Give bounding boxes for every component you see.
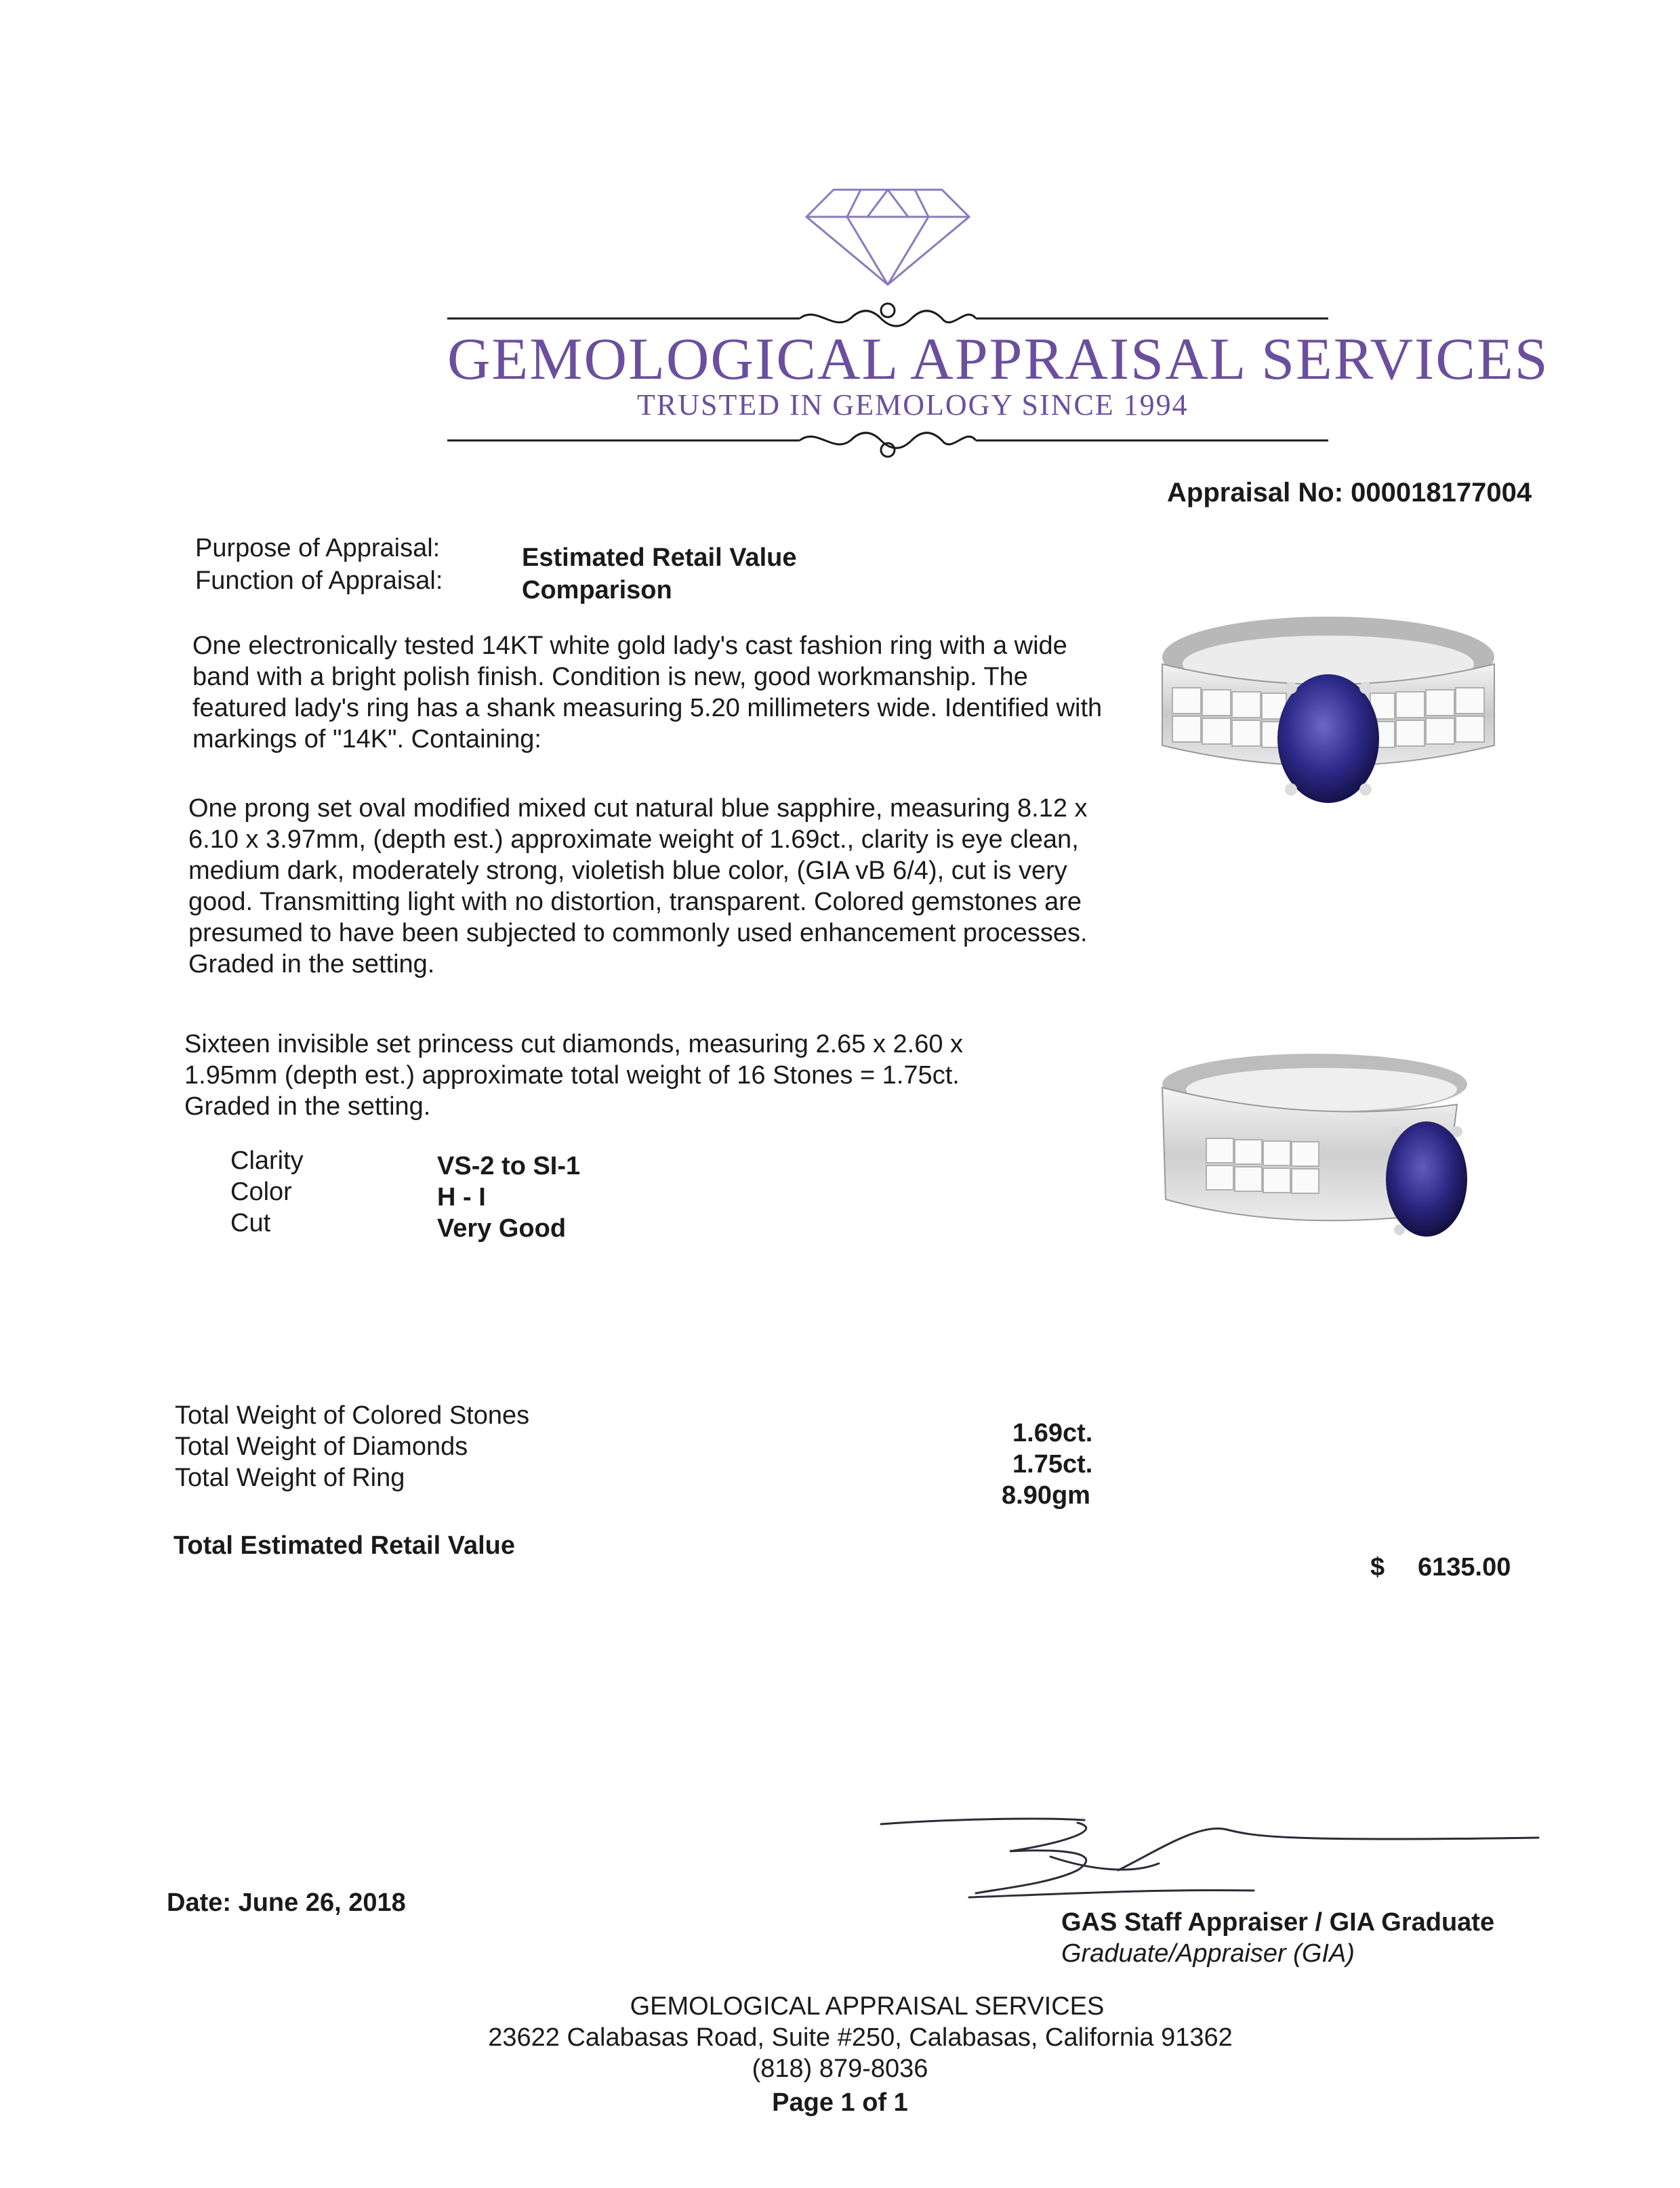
retail-amount: 6135.00 [1418, 1553, 1511, 1582]
ring-photo-front [1152, 610, 1504, 867]
total-colored-stones-label: Total Weight of Colored Stones [175, 1401, 530, 1430]
purpose-value: Estimated Retail Value [522, 543, 797, 572]
footer [0, 1991, 1680, 2118]
logo-bottom-divider [447, 420, 1328, 461]
total-ring-weight-value: 8.90gm [1002, 1481, 1090, 1510]
retail-currency: $ [1370, 1553, 1385, 1582]
appraisal-number: Appraisal No: 000018177004 [1167, 478, 1532, 508]
appraisal-date: Date: June 26, 2018 [167, 1888, 406, 1917]
ring-description: One electronically tested 14KT white gold lady's cast fashion ring with a wide band with a bright polish finish. Condition is new, good workmanship. The featured lady's ring has a shank measuring 5.20 millimeters wide. Identified with markings of "14K". Containing: [192, 632, 1103, 754]
footer-address: 23622 Calabasas Road, Suite #250, Calabasas, California 91362 [488, 2023, 1233, 2052]
footer-company: GEMOLOGICAL APPRAISAL SERVICES [630, 1992, 1105, 2021]
total-ring-weight-label: Total Weight of Ring [175, 1464, 405, 1492]
company-tagline: TRUSTED IN GEMOLOGY SINCE 1994 [637, 388, 1189, 421]
ring-photo-side [1152, 1044, 1504, 1301]
footer-page-number: Page 1 of 1 [772, 2088, 908, 2117]
grading-label-cut: Cut [230, 1209, 271, 1237]
company-logo-title: GEMOLOGICAL APPRAISAL SERVICES [447, 327, 1549, 392]
total-diamonds-label: Total Weight of Diamonds [175, 1432, 468, 1461]
grading-value-clarity: VS-2 to SI-1 [437, 1152, 581, 1180]
purpose-label: Purpose of Appraisal: [195, 534, 441, 562]
sapphire-description: One prong set oval modified mixed cut natural blue sapphire, measuring 8.12 x 6.10 x 3.97mm, (depth est.) approximate weight of 1.69ct., clarity is eye clean, medium dark, moderately strong, violetish blue color, (GIA vB 6/4), cut is very good. Transmitting light with no distortion, transparent. Colored gemstones are presumed to have been subjected to commonly used enhancement processes. Graded in the setting. [188, 794, 1088, 978]
diamonds-description: Sixteen invisible set princess cut diamonds, measuring 2.65 x 2.60 x 1.95mm (depth est.) approximate total weight of 16 Stones = 1.75ct. Graded in the setting. [184, 1030, 964, 1121]
total-retail-label: Total Estimated Retail Value [173, 1531, 516, 1560]
grading-label-clarity: Clarity [230, 1147, 304, 1175]
function-label: Function of Appraisal: [195, 566, 443, 595]
function-value: Comparison [522, 576, 672, 604]
signature-title: GAS Staff Appraiser / GIA Graduate [1061, 1908, 1495, 1937]
grading-value-cut: Very Good [437, 1214, 567, 1243]
signature-subtitle: Graduate/Appraiser (GIA) [1061, 1939, 1355, 1968]
total-colored-stones-value: 1.69ct. [1012, 1419, 1093, 1447]
grading-label-color: Color [230, 1178, 292, 1206]
signature-image [874, 1809, 1545, 1918]
total-diamonds-value: 1.75ct. [1012, 1450, 1093, 1479]
diamond-icon [800, 183, 976, 291]
footer-phone: (818) 879-8036 [752, 2055, 928, 2083]
grading-value-color: H - I [437, 1183, 486, 1212]
